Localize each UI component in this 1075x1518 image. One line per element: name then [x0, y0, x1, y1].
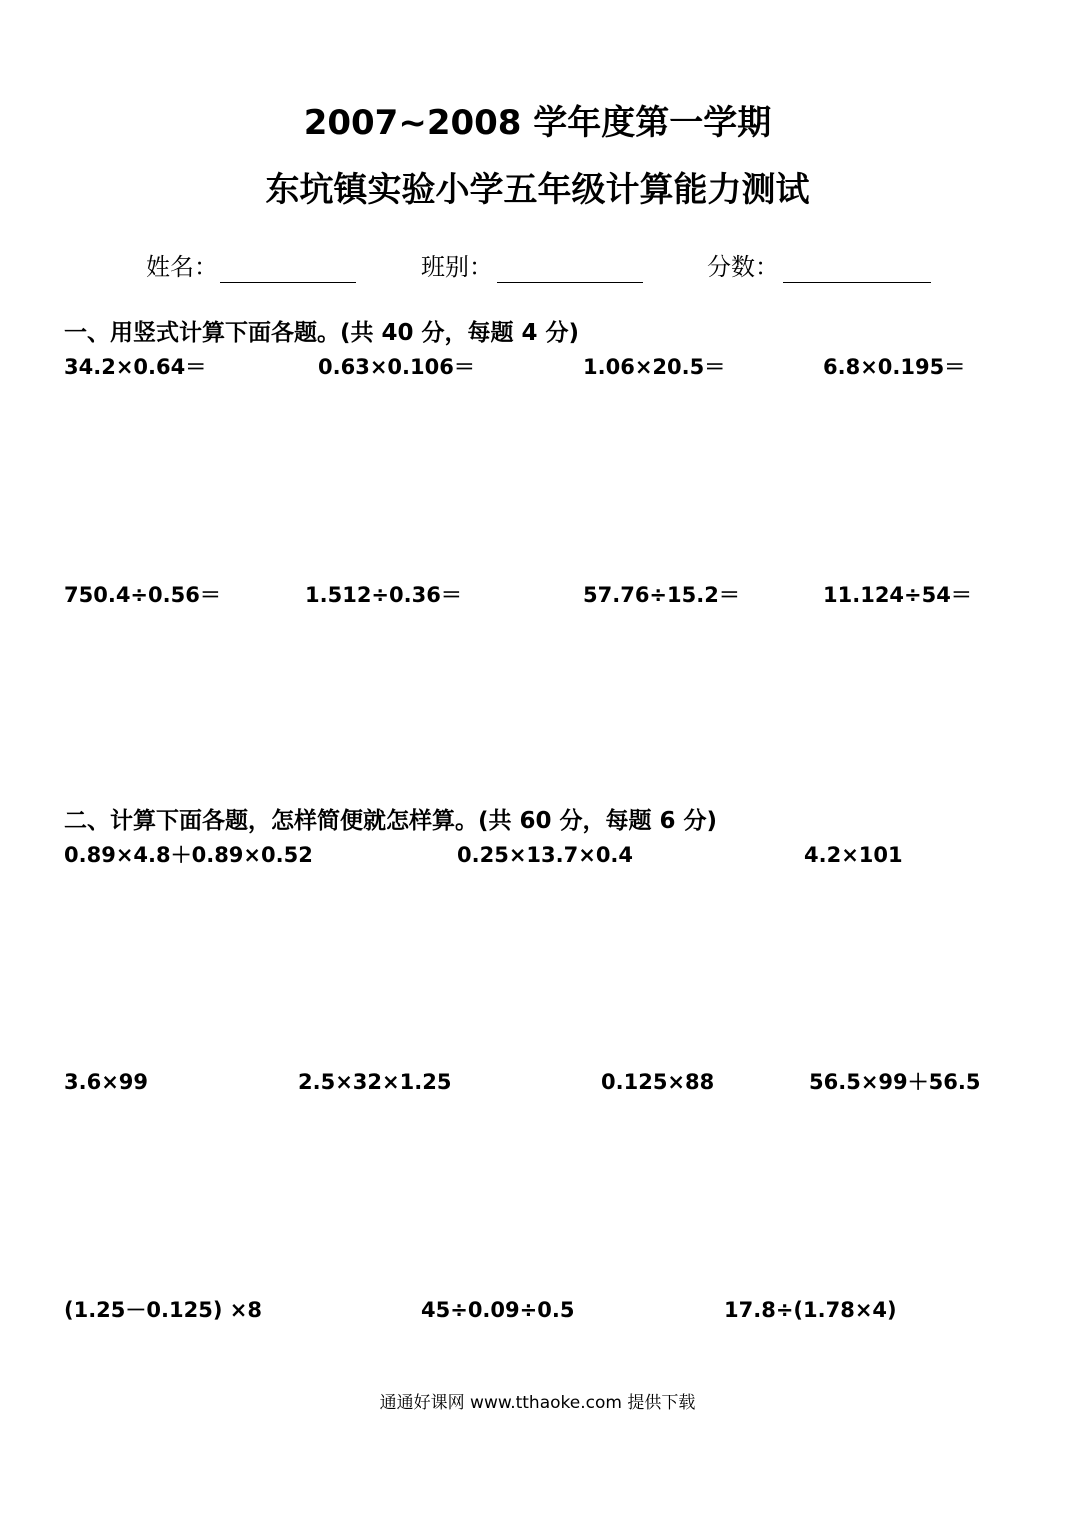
question: 0.125×88 [601, 1070, 715, 1094]
question: 2.5×32×1.25 [298, 1070, 452, 1094]
question: 1.06×20.5＝ [583, 355, 726, 379]
question: 57.76÷15.2＝ [583, 583, 740, 607]
name-label: 姓名： [146, 253, 218, 281]
question: 34.2×0.64＝ [64, 355, 207, 379]
question: 6.8×0.195＝ [823, 355, 966, 379]
name-blank[interactable] [220, 282, 356, 283]
score-label: 分数： [707, 253, 779, 281]
class-blank[interactable] [497, 282, 643, 283]
question: 11.124÷54＝ [823, 583, 972, 607]
title-line-2: 东坑镇实验小学五年级计算能力测试 [265, 170, 810, 210]
question: (1.25－0.125) ×8 [64, 1298, 262, 1322]
question: 0.89×4.8＋0.89×0.52 [64, 843, 313, 867]
question: 3.6×99 [64, 1070, 149, 1094]
footer-download-note: 通通好课网 www.tthaoke.com 提供下载 [379, 1393, 696, 1413]
class-label: 班别： [421, 253, 493, 281]
title-line-1: 2007~2008 学年度第一学期 [303, 103, 772, 143]
question: 0.25×13.7×0.4 [457, 843, 634, 867]
section-2-title: 二、计算下面各题，怎样简便就怎样算。(共 60 分，每题 6 分) [64, 808, 718, 834]
question: 4.2×101 [804, 843, 903, 867]
question: 750.4÷0.56＝ [64, 583, 221, 607]
question: 1.512÷0.36＝ [305, 583, 462, 607]
question: 17.8÷(1.78×4) [724, 1298, 897, 1322]
section-1-title: 一、用竖式计算下面各题。(共 40 分，每题 4 分) [64, 320, 580, 346]
score-blank[interactable] [783, 282, 931, 283]
question: 56.5×99＋56.5 [809, 1070, 981, 1094]
question: 45÷0.09÷0.5 [421, 1298, 575, 1322]
question: 0.63×0.106＝ [318, 355, 475, 379]
